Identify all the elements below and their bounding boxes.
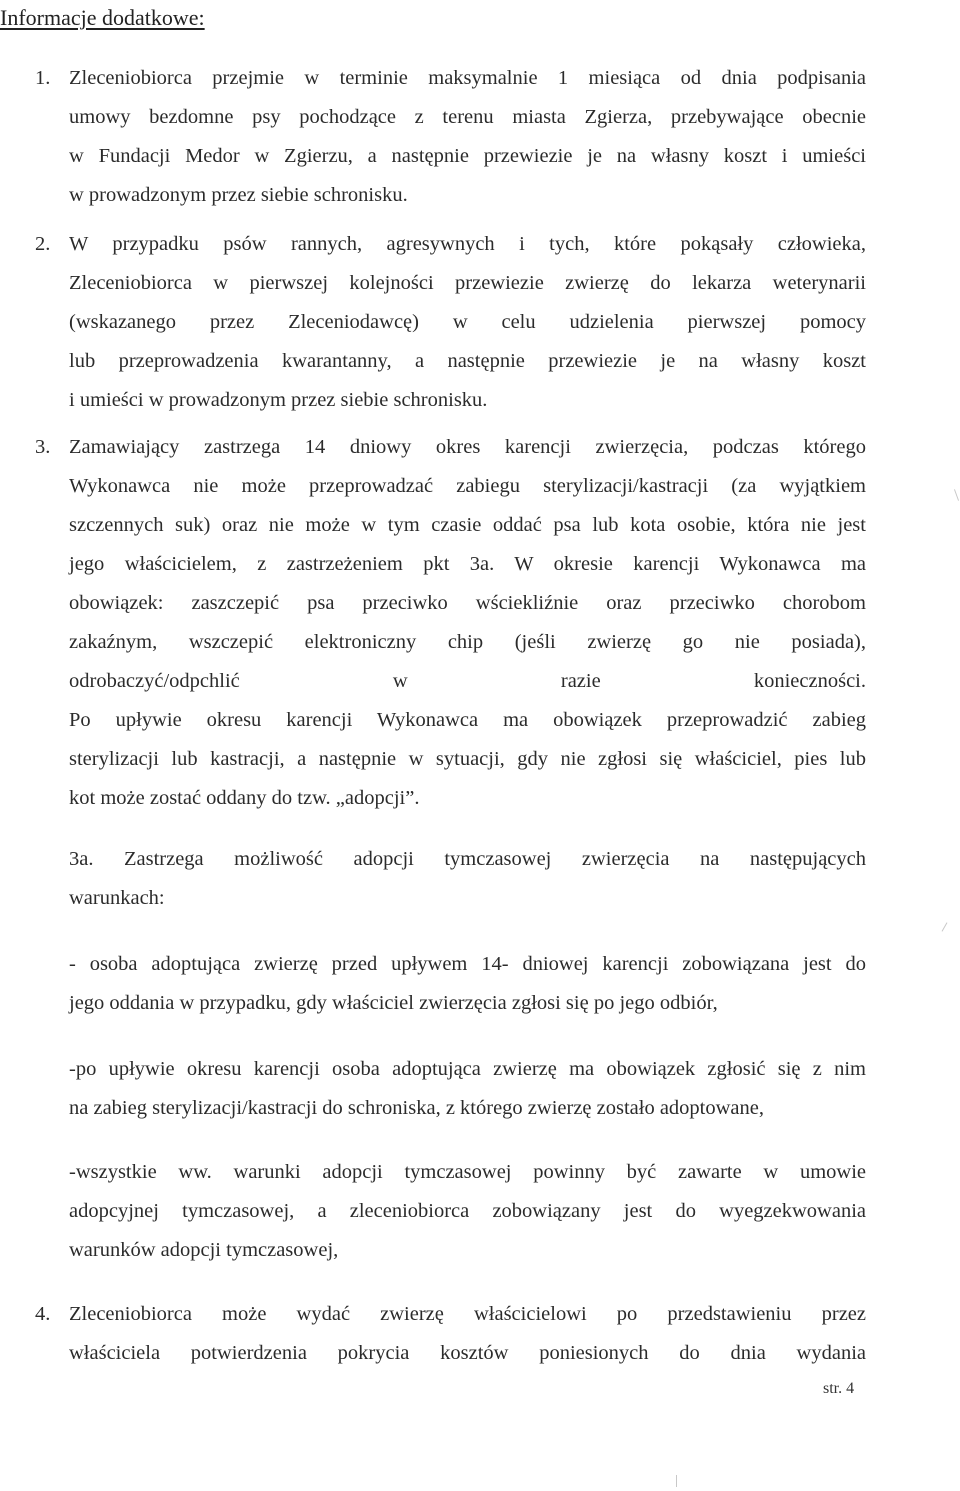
list-item-number: 2.	[35, 233, 51, 255]
text-line: jego oddania w przypadku, gdy właściciel zwierzęcia zgłosi się po jego odbiór,	[69, 992, 718, 1014]
text-line: 3a. Zastrzega możliwość adopcji tymczasowej zwierzęcia na następujących	[69, 848, 866, 870]
text-line: zakaźnym, wszczepić elektroniczny chip (jeśli zwierzę go nie posiada),	[69, 631, 866, 653]
document-heading: Informacje dodatkowe:	[0, 5, 205, 30]
text-line: i umieści w prowadzonym przez siebie schronisku.	[69, 389, 488, 411]
text-line: umowy bezdomne psy pochodzące z terenu miasta Zgierza, przebywające obecnie	[69, 106, 866, 128]
list-item-number: 1.	[35, 67, 51, 89]
text-line: adopcyjnej tymczasowej, a zleceniobiorca zobowiązany jest do wyegzekwowania	[69, 1200, 866, 1222]
text-line: W przypadku psów rannych, agresywnych i tych, które pokąsały człowieka,	[69, 233, 866, 255]
text-line: kot może zostać oddany do tzw. „adopcji”.	[69, 787, 420, 809]
scan-speck	[942, 922, 948, 931]
text-line: - osoba adoptująca zwierzę przed upływem 14- dniowej karencji zobowiązana jest do	[69, 953, 866, 975]
list-item-2	[0, 225, 866, 420]
text-line: jego właścicielem, z zastrzeżeniem pkt 3a. W okresie karencji Wykonawca ma	[69, 553, 866, 575]
list-item-3a	[69, 840, 866, 918]
text-line: -wszystkie ww. warunki adopcji tymczasowej powinny być zawarte w umowie	[69, 1161, 866, 1183]
text-line: Zleceniobiorca może wydać zwierzę właścicielowi po przedstawieniu przez	[69, 1303, 866, 1325]
text-line: na zabieg sterylizacji/kastracji do schroniska, z którego zwierzę zostało adoptowane,	[69, 1097, 765, 1119]
scan-speck	[676, 1475, 677, 1487]
list-item-4	[0, 1295, 866, 1373]
text-line: obowiązek: zaszczepić psa przeciwko wściekliźnie oraz przeciwko chorobom	[69, 592, 866, 614]
list-item-number: 3.	[35, 436, 51, 458]
text-line: warunkach:	[69, 887, 165, 909]
text-line: w prowadzonym przez siebie schronisku.	[69, 184, 408, 206]
condition-2	[69, 1050, 866, 1128]
text-line: odrobaczyć/odpchlić w razie konieczności.	[69, 670, 866, 692]
text-line: sterylizacji lub kastracji, a następnie w sytuacji, gdy nie zgłosi się właściciel, pies lub	[69, 748, 866, 770]
text-line: Wykonawca nie może przeprowadzać zabiegu sterylizacji/kastracji (za wyjątkiem	[69, 475, 866, 497]
text-line: Zleceniobiorca przejmie w terminie maksymalnie 1 miesiąca od dnia podpisania	[69, 67, 866, 89]
text-line: Zamawiający zastrzega 14 dniowy okres karencji zwierzęcia, podczas którego	[69, 436, 866, 458]
text-line: Zleceniobiorca w pierwszej kolejności przewiezie zwierzę do lekarza weterynarii	[69, 272, 866, 294]
text-line: Po upływie okresu karencji Wykonawca ma obowiązek przeprowadzić zabieg	[69, 709, 866, 731]
text-line: szczennych suk) oraz nie może w tym czasie oddać psa lub kota osobie, która nie jest	[69, 514, 866, 536]
list-item-3	[0, 428, 866, 818]
text-line: -po upływie okresu karencji osoba adoptująca zwierzę ma obowiązek zgłosić się z nim	[69, 1058, 866, 1080]
list-item-number: 4.	[35, 1303, 51, 1325]
scan-speck	[954, 489, 959, 501]
text-line: w Fundacji Medor w Zgierzu, a następnie przewiezie je na własny koszt i umieści	[69, 145, 866, 167]
page-number: str. 4	[823, 1380, 855, 1397]
text-line: właściciela potwierdzenia pokrycia kosztów poniesionych do dnia wydania	[69, 1342, 866, 1364]
text-line: (wskazanego przez Zleceniodawcę) w celu udzielenia pierwszej pomocy	[69, 311, 866, 333]
text-line: warunków adopcji tymczasowej,	[69, 1239, 339, 1261]
text-line: lub przeprowadzenia kwarantanny, a następnie przewiezie je na własny koszt	[69, 350, 866, 372]
condition-3	[69, 1153, 866, 1270]
condition-1	[69, 945, 866, 1023]
list-item-1	[0, 59, 866, 215]
